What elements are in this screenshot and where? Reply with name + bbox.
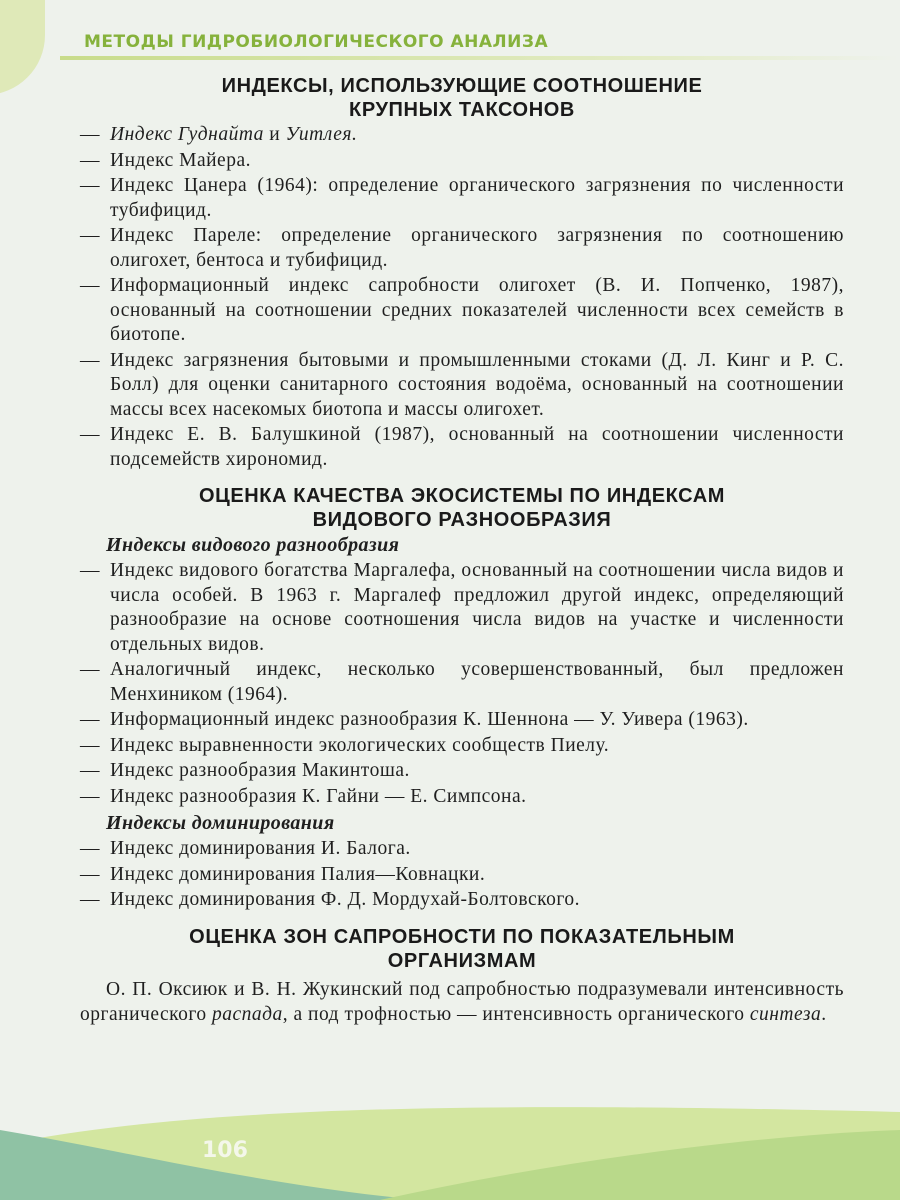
dash-marker: — [80, 349, 100, 371]
dominance-index-list [80, 837, 844, 913]
item-text: Индекс Цанера (1964): определение органического загрязнения по численности тубифицид. [110, 175, 844, 221]
dash-marker: — [80, 124, 100, 145]
dash-marker: — [80, 225, 100, 246]
text: , а под трофностью — интенсивность органического [282, 1003, 750, 1025]
text: О. П. Оксиюк и В. Н. Жукинский под сапробностью подразумевали интенсивность органического [80, 978, 844, 1025]
item-text: Индекс разнообразия Макинтоша. [110, 760, 410, 781]
item-text: Индекс выравненности экологических сообществ Пиелу. [110, 734, 610, 756]
heading-line: ОРГАНИЗМАМ [387, 949, 537, 972]
list-item [80, 837, 844, 862]
dash-marker: — [80, 785, 100, 807]
item-text: Индекс доминирования Ф. Д. Мордухай-Болтовского. [110, 889, 580, 910]
item-text: Индекс разнообразия К. Гайни — Е. Симпсона. [110, 785, 527, 807]
running-header: МЕТОДЫ ГИДРОБИОЛОГИЧЕСКОГО АНАЛИЗА [84, 32, 549, 52]
item-text: Индекс доминирования И. Балога. [110, 838, 411, 859]
dash-marker: — [80, 709, 100, 730]
item-text: Индекс загрязнения бытовыми и промышленными стоками (Д. Л. Кинг и Р. С. Болл) для оценки санитарного состояния водоёма, основанный на соотношении массы всех насекомых биотопа и массы олигохет. [110, 349, 844, 420]
dash-marker: — [80, 889, 100, 910]
heading-line: ВИДОВОГО РАЗНООБРАЗИЯ [312, 509, 612, 531]
diversity-index-list [80, 559, 844, 809]
dash-marker: — [80, 149, 100, 171]
heading-line: ОЦЕНКА КАЧЕСТВА ЭКОСИСТЕМЫ ПО ИНДЕКСАМ [198, 485, 726, 507]
page-body [80, 74, 844, 1027]
list-item [80, 423, 844, 472]
list-item [80, 785, 844, 810]
list-item [80, 863, 844, 888]
footer-decoration [0, 1090, 900, 1200]
item-text: Информационный индекс разнообразия К. Шеннона — У. Уивера (1963). [110, 709, 749, 730]
header-corner-decoration [0, 0, 45, 95]
list-item [80, 224, 844, 273]
item-text: Индекс Е. В. Балушкиной (1987), основанный на соотношении численности подсемейств хирономид. [110, 424, 844, 470]
text: . [821, 1003, 827, 1025]
italic-text: Уитлея. [285, 124, 358, 145]
list-item [80, 658, 844, 707]
header-rule [60, 56, 900, 60]
list-item [80, 559, 844, 657]
dash-marker: — [80, 175, 100, 196]
italic-text: распада [212, 1003, 283, 1025]
list-item [80, 149, 844, 174]
subheading-diversity-indices: Индексы видового разнообразия [106, 534, 400, 556]
section-heading-large-taxa [80, 74, 844, 122]
text: и [263, 124, 286, 145]
item-text: Индекс Пареле: определение органического загрязнения по соотношению олигохет, бентоса и тубифицид. [110, 225, 844, 271]
item-text: Индекс Майера. [110, 149, 251, 171]
list-item [80, 123, 844, 148]
heading-line: КРУПНЫХ ТАКСОНОВ [349, 99, 575, 121]
item-text: Информационный индекс сапробности олигохет (В. И. Попченко, 1987), основанный на соотношении средних показателей численности всех семейств в биотопе. [110, 275, 844, 345]
italic-text: Индекс Гуднайта [110, 124, 264, 145]
item-text: Индекс доминирования Палия—Ковнацки. [110, 863, 486, 885]
list-item [80, 349, 844, 423]
section-heading-saprobity [80, 925, 844, 973]
dash-marker: — [80, 275, 100, 296]
list-item [80, 759, 844, 784]
dash-marker: — [80, 424, 100, 445]
list-item [80, 708, 844, 733]
list-item [80, 734, 844, 759]
dash-marker: — [80, 760, 100, 781]
list-item [80, 174, 844, 223]
large-taxa-index-list [80, 123, 844, 472]
dash-marker: — [80, 659, 100, 680]
page-number: 106 [202, 1138, 248, 1163]
list-item [80, 888, 844, 913]
section-heading-diversity [80, 484, 844, 532]
heading-line: ИНДЕКСЫ, ИСПОЛЬЗУЮЩИЕ СООТНОШЕНИЕ [221, 75, 703, 97]
item-text: Аналогичный индекс, несколько усовершенствованный, был предложен Менхиником (1964). [110, 659, 844, 705]
subheading-dominance-indices: Индексы доминирования [106, 812, 335, 834]
italic-text: синтеза [749, 1003, 822, 1025]
heading-line: ОЦЕНКА ЗОН САПРОБНОСТИ ПО ПОКАЗАТЕЛЬНЫМ [189, 925, 735, 948]
dash-marker: — [80, 863, 100, 885]
list-item [80, 274, 844, 348]
dash-marker: — [80, 734, 100, 756]
item-text: Индекс видового богатства Маргалефа, основанный на соотношении числа видов и числа особей. В 1963 г. Маргалеф предложил другой индекс, определяющий разнообразие на основе соотношения числа видов на участке и численности отдельных видов. [110, 560, 844, 655]
dash-marker: — [80, 838, 100, 859]
saprobity-paragraph [80, 977, 844, 1027]
dash-marker: — [80, 560, 100, 581]
